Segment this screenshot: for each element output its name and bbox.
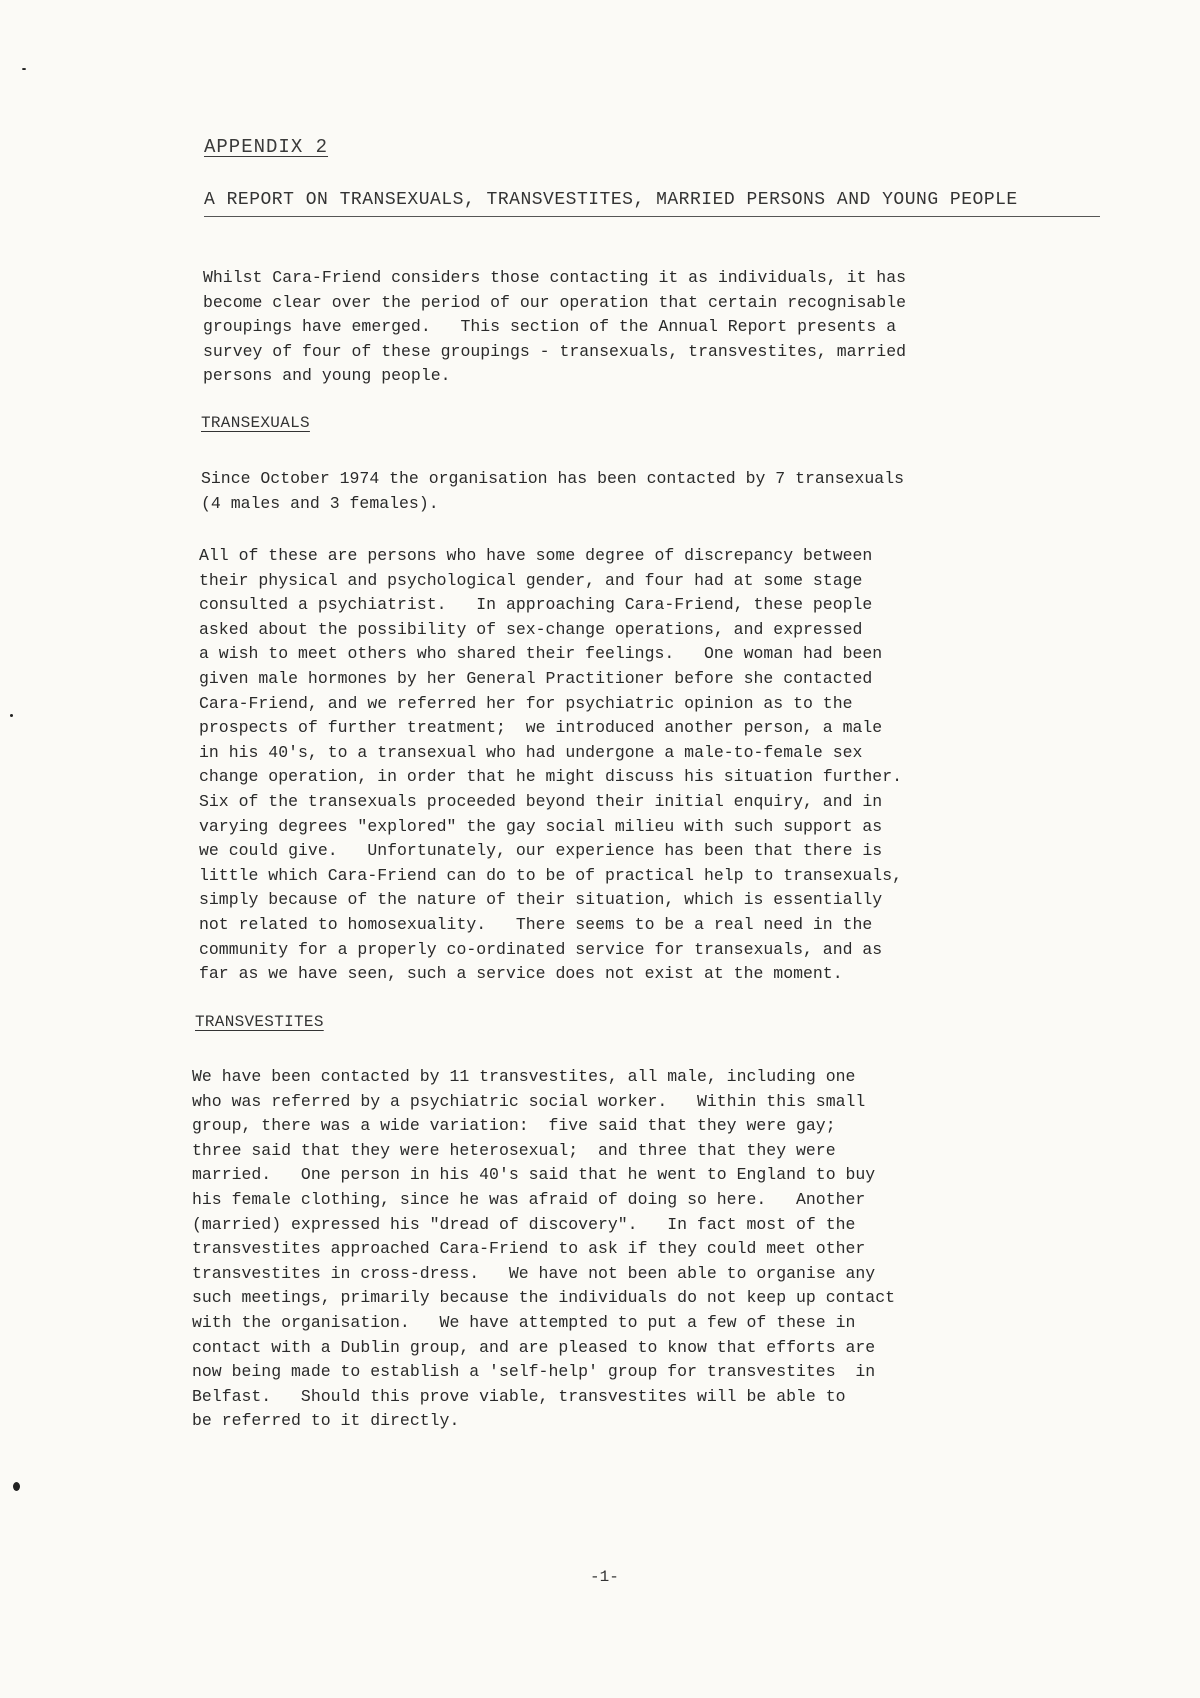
scan-speck (22, 68, 26, 70)
transvestites-text-line: now being made to establish a 'self-help' group for transvestites in (192, 1362, 876, 1382)
transexuals-text-line: Six of the transexuals proceeded beyond their initial enquiry, and in (199, 791, 883, 811)
transvestites-text-line: We have been contacted by 11 transvestites, all male, including one (192, 1067, 856, 1086)
transexuals-text-line: varying degrees "explored" the gay social milieu with such support as (199, 816, 883, 836)
transexuals-paragraph-1 (201, 467, 904, 516)
intro-text-line: survey of four of these groupings - transexuals, transvestites, married (203, 341, 907, 361)
transvestites-text-line: married. One person in his 40's said that he went to England to buy (192, 1165, 876, 1185)
transexuals-text-line: (4 males and 3 females). (201, 493, 439, 513)
transexuals-text-line: All of these are persons who have some degree of discrepancy between (199, 546, 873, 565)
transvestites-text-line: transvestites approached Cara-Friend to ask if they could meet other (192, 1239, 866, 1259)
transvestites-text-line: be referred to it directly. (192, 1411, 460, 1431)
transexuals-text-line: Since October 1974 the organisation has been contacted by 7 transexuals (201, 469, 905, 488)
transexuals-text-line: simply because of the nature of their situation, which is essentially (199, 890, 883, 910)
appendix-label: APPENDIX 2 (204, 136, 329, 158)
transvestites-paragraph (192, 1065, 895, 1434)
transexuals-text-line: a wish to meet others who shared their feelings. One woman had been (199, 644, 883, 664)
intro-text-line: become clear over the period of our operation that certain recognisable (203, 292, 907, 312)
transvestites-text-line: (married) expressed his "dread of discovery". In fact most of the (192, 1214, 856, 1234)
transexuals-text-line: asked about the possibility of sex-change operations, and expressed (199, 619, 863, 639)
intro-paragraph (203, 266, 906, 389)
transvestites-text-line: with the organisation. We have attempted to put a few of these in (192, 1312, 856, 1332)
transexuals-text-line: change operation, in order that he might discuss his situation further. (199, 767, 903, 787)
transexuals-heading: TRANSEXUALS (201, 414, 310, 432)
transvestites-text-line: his female clothing, since he was afraid of doing so here. Another (192, 1189, 866, 1209)
transexuals-text-line: consulted a psychiatrist. In approaching Cara-Friend, these people (199, 595, 873, 615)
transexuals-text-line: their physical and psychological gender, and four had at some stage (199, 570, 863, 590)
transvestites-text-line: who was referred by a psychiatric social worker. Within this small (192, 1091, 866, 1111)
transvestites-text-line: contact with a Dublin group, and are pleased to know that efforts are (192, 1337, 876, 1357)
transexuals-text-line: far as we have seen, such a service does not exist at the moment. (199, 964, 843, 984)
transexuals-text-line: we could give. Unfortunately, our experience has been that there is (199, 841, 883, 861)
transvestites-text-line: Belfast. Should this prove viable, transvestites will be able to (192, 1386, 846, 1406)
report-title: A REPORT ON TRANSEXUALS, TRANSVESTITES, MARRIED PERSONS AND YOUNG PEOPLE (204, 190, 1100, 217)
transvestites-text-line: such meetings, primarily because the individuals do not keep up contact (192, 1288, 896, 1308)
intro-text-line: Whilst Cara-Friend considers those contacting it as individuals, it has (203, 268, 907, 287)
transexuals-text-line: Cara-Friend, and we referred her for psychiatric opinion as to the (199, 693, 853, 713)
transexuals-text-line: not related to homosexuality. There seems to be a real need in the (199, 914, 873, 934)
page-number: -1- (590, 1568, 619, 1586)
intro-text-line: groupings have emerged. This section of the Annual Report presents a (203, 317, 897, 337)
transexuals-text-line: given male hormones by her General Practitioner before she contacted (199, 668, 873, 688)
transexuals-paragraph-2 (199, 544, 902, 987)
scan-speck (13, 1482, 20, 1491)
transvestites-text-line: group, there was a wide variation: five said that they were gay; (192, 1116, 836, 1136)
transexuals-text-line: in his 40's, to a transexual who had undergone a male-to-female sex (199, 742, 863, 762)
transexuals-text-line: community for a properly co-ordinated service for transexuals, and as (199, 939, 883, 959)
transexuals-text-line: little which Cara-Friend can do to be of practical help to transexuals, (199, 865, 903, 885)
intro-text-line: persons and young people. (203, 366, 451, 386)
transvestites-heading: TRANSVESTITES (195, 1013, 324, 1031)
transexuals-text-line: prospects of further treatment; we introduced another person, a male (199, 718, 883, 738)
transvestites-text-line: transvestites in cross-dress. We have not been able to organise any (192, 1263, 876, 1283)
transvestites-text-line: three said that they were heterosexual; and three that they were (192, 1140, 836, 1160)
scan-speck (10, 714, 13, 717)
